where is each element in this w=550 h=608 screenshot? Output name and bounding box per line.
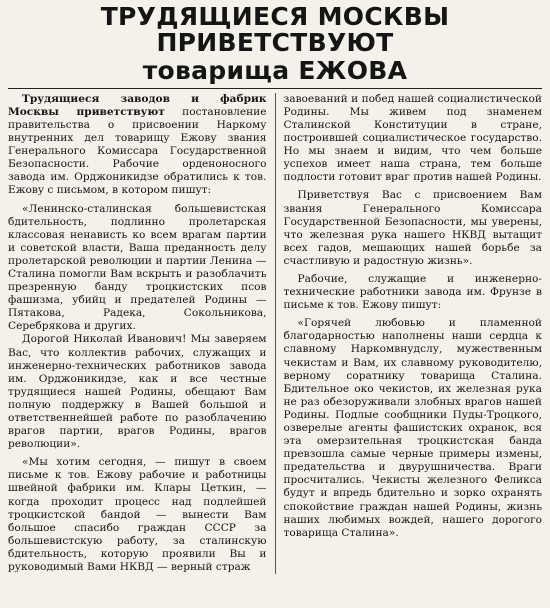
paragraph-text: завоеваний и побед нашей социалистической Родины. Мы живем под знаменем Сталинской Конституции в стране, построившей социалистическое государство. Но мы знаем и видим, что чем больше успехов имеет наша страна, тем больше подлости готовит враг против нашей Родины. (283, 92, 542, 184)
paragraph-text: Рабочие, служащие и инженерно-технические работники завода им. Фрунзе в письме к тов. Ежову пишут: (283, 272, 542, 312)
headline-line-1: ТРУДЯЩИЕСЯ МОСКВЫ ПРИВЕТСТВУЮТ (100, 2, 450, 58)
article-body (8, 93, 542, 574)
paragraph (284, 189, 543, 268)
paragraph (284, 317, 543, 540)
paragraph (284, 273, 543, 312)
paragraph (8, 333, 267, 451)
paragraph-text: Приветствуя Вас с присвоением Вам звания Генерального Комиссара Государственной Безопасности, мы уверены, что железная рука нашего НКВД вытащит всех гадов, мешающих нашей борьбе за счастливую и радостную жизнь». (283, 189, 542, 267)
paragraph (8, 93, 267, 198)
headline-rule (8, 88, 542, 89)
paragraph-text: «Мы хотим сегодня, — пишут в своем письме к тов. Ежову рабочие и работницы швейной фабрики им. Клары Цеткин, — когда проходит процесс над подлейшей троцкистской бандой — вынести Вам большое спасибо граждан СССР за большевистскую работу, за сталинскую бдительность, которую проявили Вы и руководимый Вами НКВД — верный страж (8, 456, 267, 574)
paragraph (8, 203, 267, 334)
headline-line-2: товарища ЕЖОВА (142, 55, 408, 85)
column-divider (275, 93, 276, 574)
paragraph-lead: Трудящиеся заводов и фабрик Москвы приветствуют (8, 92, 267, 118)
left-column (8, 93, 267, 574)
article-headline (8, 4, 542, 84)
paragraph-text: постановление правительства о присвоении Наркому внутренних дел товарищу Ежову звания Генерального Комиссара Государственной Безопасности. Рабочие орденоносного завода им. Орджоникидзе обратились к тов. Ежову с письмом, в котором пишут: (8, 105, 267, 197)
paragraph (284, 93, 543, 185)
right-column (284, 93, 543, 574)
paragraph-text: «Горячей любовью и пламенной благодарностью наполнены наши сердца к славному Наркомвнудслу, мужественным чекистам и Вам, их славному руководителю, верному соратнику товарища Сталина. Бдительное око чекистов, их железная рука не раз обезоруживали злобных врагов нашей Родины. Подлые сообщники Пуды-Троцкого, озверелые агенты фашистских охранок, вся эта омерзительная троцкистская банда превзошла самые черные примеры измены, предательства и двурушничества. Враги просчитались. Чекисты железного Феликса будут и впредь бдительно и зорко охранять спокойствие граждан нашей Родины, жизнь наших любимых вождей, нашего дорогого товарища Сталина». (283, 317, 542, 539)
paragraph-text: Дорогой Николай Иванович! Мы заверяем Вас, что коллектив рабочих, служащих и инженерно-технических работников завода им. Орджоникидзе, как и все честные трудящиеся нашей Родины, обещают Вам полную поддержку в Вашей большой и ответственнейшей работе по разоблачению врагов партии, врагов Родины, врагов революции». (8, 333, 267, 451)
paragraph-text: «Ленинско-сталинская большевистская бдительность, подлинно пролетарская классовая ненависть ко всем врагам партии и советской власти, Ваша преданность делу пролетарской революции и партии Ленина — Сталина помогли Вам вскрыть и разоблачить презренную банду троцкистских псов фашизма, убийц и предателей Родины — Пятакова, Радека, Сокольникова, Серебрякова и других. (8, 202, 267, 333)
paragraph (8, 456, 267, 574)
